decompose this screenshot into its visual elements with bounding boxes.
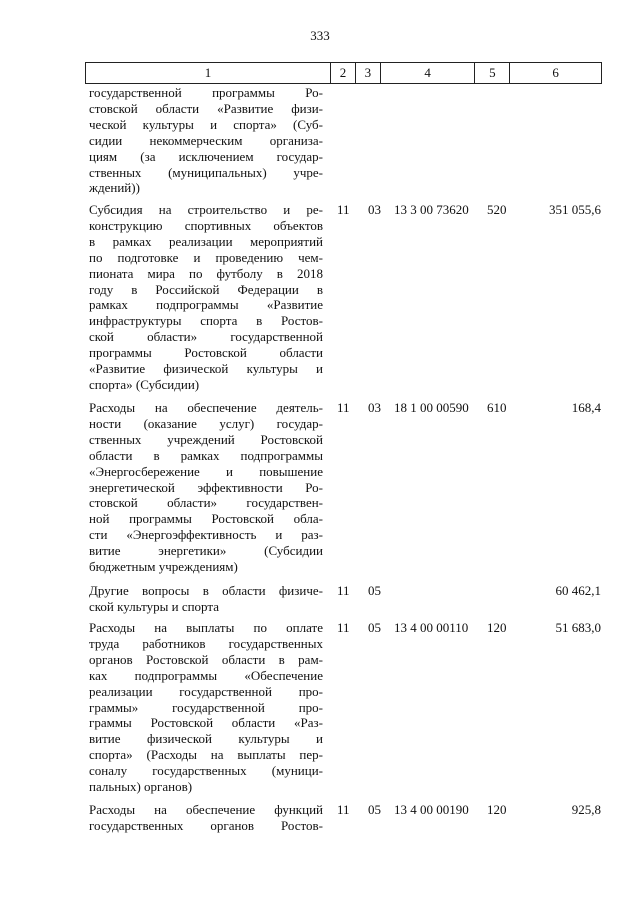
description-line: энергетической эффективности Ро- — [89, 479, 323, 495]
target-article-code: 13 4 00 00190 — [394, 802, 469, 817]
subsection-code: 03 — [368, 202, 381, 217]
description-line: по подготовке и проведению чем- — [89, 249, 323, 265]
description-line: бюджетным учреждениям) — [89, 559, 238, 575]
description-line: году в Российской Федерации в — [89, 281, 323, 297]
description-line: органов Ростовской области в рам- — [89, 651, 323, 667]
description-line: программы Ростовской области — [89, 345, 323, 361]
description-line: конструкцию спортивных объектов — [89, 217, 323, 233]
description-line: Субсидия на строительство и ре- — [89, 202, 323, 217]
description-line: реализации государственной про- — [89, 683, 323, 699]
description-line: ждений)) — [89, 180, 140, 196]
section-code: 11 — [337, 802, 350, 817]
description-line: ности (оказание услуг) государ- — [89, 415, 323, 431]
amount: 168,4 — [571, 400, 601, 415]
description-line: граммы» государственной про- — [89, 699, 323, 715]
description-line: витие энергетики» (Субсидии — [89, 543, 323, 559]
page-number: 333 — [310, 28, 330, 43]
section-code: 11 — [337, 400, 350, 415]
description-line: граммы Ростовской области «Раз- — [89, 715, 323, 731]
expense-type-code: 610 — [487, 400, 507, 415]
description-line: сти «Энергоэффективность и раз- — [89, 527, 323, 543]
amount: 60 462,1 — [555, 583, 601, 598]
description-line: стовской области «Развитие физи- — [89, 100, 323, 116]
section-code: 11 — [337, 620, 350, 635]
description-line: ственных учреждений Ростовской — [89, 431, 323, 447]
target-article-code: 13 4 00 00110 — [394, 620, 469, 635]
header-col-4: 4 — [381, 63, 476, 83]
header-col-1: 1 — [86, 63, 331, 83]
description-line: Расходы на выплаты по оплате — [89, 620, 323, 635]
description-line: в рамках реализации мероприятий — [89, 233, 323, 249]
description-line: пальных) органов) — [89, 779, 193, 795]
target-article-code: 18 1 00 00590 — [394, 400, 469, 415]
description-line: инфраструктуры спорта в Ростов- — [89, 313, 323, 329]
section-code: 11 — [337, 583, 350, 598]
description-line: государственных органов Ростов- — [89, 817, 323, 833]
subsection-code: 05 — [368, 802, 381, 817]
subsection-code: 05 — [368, 583, 381, 598]
description-line: «Развитие физической культуры и — [89, 361, 323, 377]
row-description — [89, 802, 323, 834]
description-line: ской культуры и спорта — [89, 598, 219, 614]
row-description — [89, 620, 323, 795]
description-line: области в рамках подпрограммы — [89, 447, 323, 463]
header-col-5: 5 — [475, 63, 510, 83]
section-code: 11 — [337, 202, 350, 217]
description-line: сидии некоммерческим организа- — [89, 132, 323, 148]
description-line: ческой культуры и спорта» (Суб- — [89, 116, 323, 132]
description-line: Расходы на обеспечение функций — [89, 802, 323, 817]
description-line: ной программы Ростовской обла- — [89, 511, 323, 527]
table-header — [85, 62, 602, 84]
description-line: ственных (муниципальных) учре- — [89, 164, 323, 180]
description-line: витие физической культуры и — [89, 731, 323, 747]
row-description — [89, 85, 323, 196]
header-col-3: 3 — [356, 63, 381, 83]
description-line: соналу государственных (муници- — [89, 763, 323, 779]
description-line: циям (за исключением государ- — [89, 148, 323, 164]
description-line: «Энергосбережение и повышение — [89, 463, 323, 479]
description-line: спорта» (Субсидии) — [89, 376, 200, 392]
subsection-code: 03 — [368, 400, 381, 415]
row-description — [89, 202, 323, 393]
subsection-code: 05 — [368, 620, 381, 635]
row-description — [89, 583, 323, 615]
description-line: спорта» (Расходы на выплаты пер- — [89, 747, 323, 763]
expense-type-code: 520 — [487, 202, 507, 217]
amount: 51 683,0 — [555, 620, 601, 635]
expense-type-code: 120 — [487, 620, 507, 635]
description-line: ках подпрограммы «Обеспечение — [89, 667, 323, 683]
row-description — [89, 400, 323, 575]
target-article-code: 13 3 00 73620 — [394, 202, 469, 217]
description-line: пионата мира по футболу в 2018 — [89, 265, 323, 281]
amount: 351 055,6 — [549, 202, 601, 217]
expense-type-code: 120 — [487, 802, 507, 817]
header-col-6: 6 — [552, 65, 559, 80]
description-line: Другие вопросы в области физиче- — [89, 583, 323, 598]
description-line: государственной программы Ро- — [89, 85, 323, 100]
description-line: труда работников государственных — [89, 635, 323, 651]
header-col-2: 2 — [331, 63, 356, 83]
description-line: ской области» государственной — [89, 329, 323, 345]
description-line: стовской области» государствен- — [89, 495, 323, 511]
description-line: Расходы на обеспечение деятель- — [89, 400, 323, 415]
description-line: рамках подпрограммы «Развитие — [89, 297, 323, 313]
amount: 925,8 — [571, 802, 601, 817]
